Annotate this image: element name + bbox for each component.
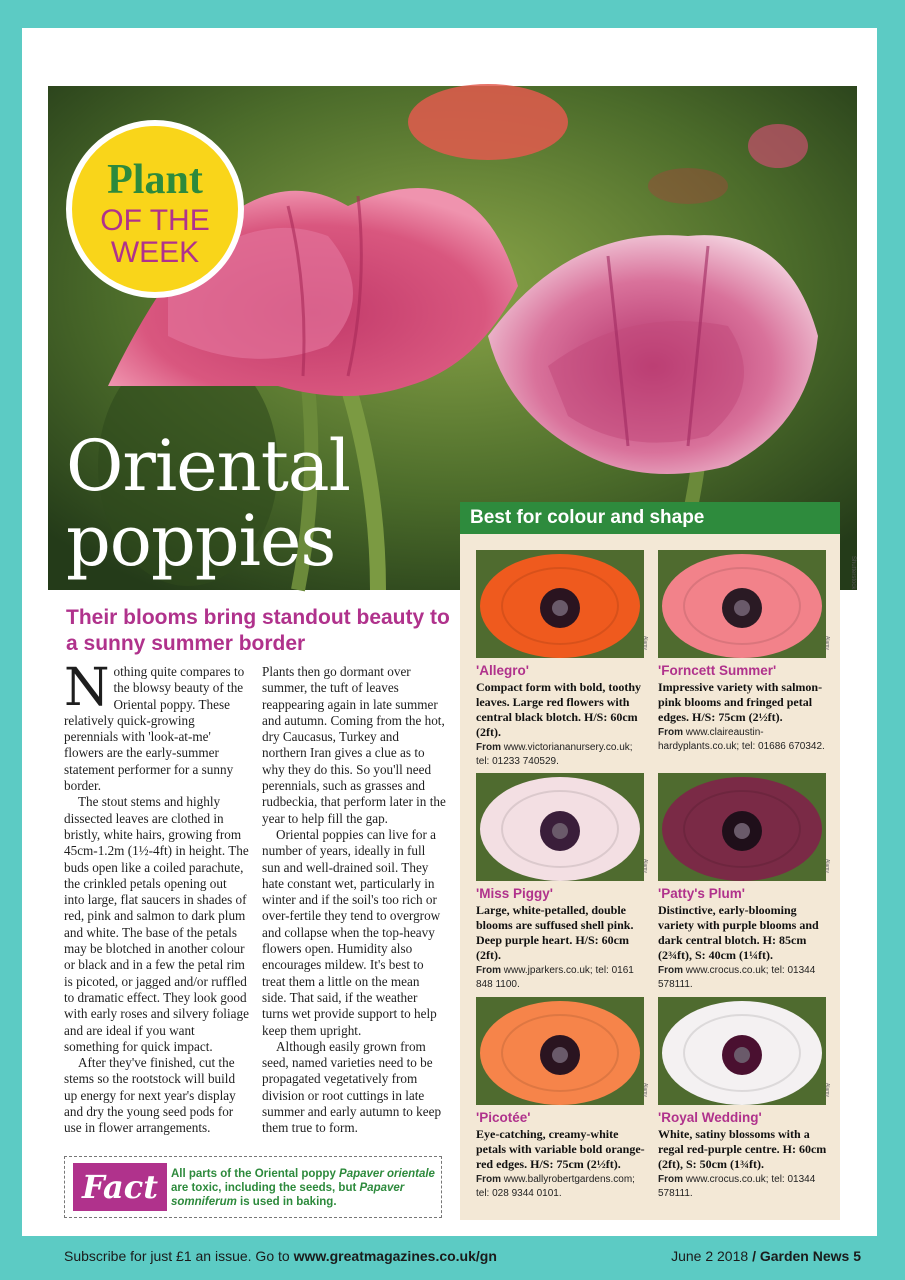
variety-photo xyxy=(658,997,831,1105)
variety-description: Large, white-petalled, double blooms are suffused shell pink. Deep purple heart. H/S: 60cm (2ft). From www.jparkers.co.uk; tel: 0161 848 1100. xyxy=(476,903,646,992)
variety-supplier: From www.crocus.co.uk; tel: 01344 578111. xyxy=(658,965,816,990)
page-title-line2: poppies xyxy=(66,500,336,582)
variety-name: 'Miss Piggy' xyxy=(476,886,553,901)
page-footer xyxy=(0,1236,905,1280)
subscribe-link[interactable]: www.greatmagazines.co.uk/gn xyxy=(293,1248,497,1264)
variety-description: Compact form with bold, toothy leaves. Large red flowers with central black blotch. H/S: 60cm (2ft). From www.victoriananursery.co.uk; tel: 01233 740529. xyxy=(476,680,646,769)
page-title-line1: Oriental xyxy=(66,425,350,507)
poppy-flower-image xyxy=(476,550,644,658)
fact-box xyxy=(64,1156,442,1218)
photo-credit: Alamy xyxy=(824,859,831,873)
poppy-flower-image xyxy=(476,773,644,881)
poppy-flower-image xyxy=(476,997,644,1105)
article-column-1 xyxy=(64,658,250,1137)
article-paragraph: Plants then go dormant over summer, the tuft of leaves reappearing again in late summer and autumn. Coming from the hot, dry Caucasus, Turkey and northern Iran gives a clue as to why they do this. So you'll need perennials, such as grasses and rudbeckia, that perform later in the year to help fill the gap. xyxy=(262,664,446,826)
article-subheading: Their blooms bring standout beauty to a sunny summer border xyxy=(66,606,450,655)
article-column-2 xyxy=(262,664,446,1137)
variety-description: Impressive variety with salmon-pink blooms and fringed petal edges. H/S: 75cm (2½ft). From www.claireaustin-hardyplants.co.uk; tel: 01686 670342. xyxy=(658,680,828,754)
poppy-flower-image xyxy=(658,550,826,658)
seed-pod xyxy=(734,1047,750,1063)
badge-line-week: WEEK xyxy=(110,236,200,269)
variety-name: 'Forncett Summer' xyxy=(658,663,777,678)
variety-description: Distinctive, early-blooming variety with purple blooms and dark central blotch. H: 85cm (2¾ft), S: 40cm (1¼ft). From www.crocus.co.uk; tel: 01344 578111. xyxy=(658,903,828,992)
variety-supplier: From www.claireaustin-hardyplants.co.uk; tel: 01686 670342. xyxy=(658,727,825,752)
seed-pod xyxy=(734,600,750,616)
page-frame-left xyxy=(0,0,22,1280)
poppy-flower-image xyxy=(658,773,826,881)
variety-name: 'Allegro' xyxy=(476,663,529,678)
variety-name: 'Royal Wedding' xyxy=(658,1110,762,1125)
seed-pod xyxy=(552,823,568,839)
variety-photo xyxy=(658,550,831,658)
variety-description: White, satiny blossoms with a regal red-purple centre. H: 60cm (2ft), S: 50cm (1¾ft). From www.crocus.co.uk; tel: 01344 578111. xyxy=(658,1127,827,1199)
plant-of-the-week-badge xyxy=(66,120,244,298)
poppy-flower-image xyxy=(658,997,826,1105)
subscribe-text: Subscribe for just £1 an issue. Go to www.greatmagazines.co.uk/gn xyxy=(64,1248,497,1264)
variety-photo xyxy=(658,773,831,881)
photo-credit: Alamy xyxy=(824,1083,831,1097)
variety-name: 'Patty's Plum' xyxy=(658,886,745,901)
variety-supplier: From www.victoriananursery.co.uk; tel: 01233 740529. xyxy=(476,742,633,767)
page-frame-top xyxy=(0,0,905,28)
photo-credit: Alamy xyxy=(642,1083,649,1097)
article-paragraph: Oriental poppies can live for a number of years, ideally in full sun and well-drained soil. They hate constant wet, particularly in winter and if the soil's too rich or over-fertile they tend to overgrow and collapse when the top-heavy flowers open. Humidity also encourages mildew. It's best to treat them a little on the mean side. That said, if the weather turns wet provide support to help keep them upright. xyxy=(262,826,441,1038)
photo-credit: Alamy xyxy=(642,859,649,873)
photo-credit: Alamy xyxy=(642,636,649,650)
hero-photo-credit: Shutterstock xyxy=(850,556,856,590)
issue-info: June 2 2018 / Garden News 5 xyxy=(671,1248,861,1264)
variety-supplier: From www.crocus.co.uk; tel: 01344 578111. xyxy=(658,1174,816,1199)
varieties-panel-header: Best for colour and shape xyxy=(460,502,840,534)
variety-photo xyxy=(476,997,649,1105)
article-paragraph: Nothing quite compares to the blowsy beauty of the Oriental poppy. These relatively quick-growing perennials with 'look-at-me' flowers are the early-summer statement performer for a sunny border. xyxy=(64,658,245,794)
variety-description: Eye-catching, creamy-white petals with variable bold orange-red edges. H/S: 75cm (2½ft). From www.ballyrobertgardens.com; tel: 028 9344 0101. xyxy=(476,1127,645,1199)
page-frame-right xyxy=(877,0,905,1280)
article-paragraph: After they've finished, cut the stems so the rootstock will build up energy for next year's display and dry the young seed pods for use in flower arrangements. xyxy=(64,1055,236,1136)
drop-cap: N xyxy=(64,658,110,718)
seed-pod xyxy=(552,1047,568,1063)
article-paragraph: The stout stems and highly dissected leaves are clothed in bristly, white hairs, growing from 45cm-1.2m (1½-4ft) in height. The buds open like a coiled parachute, the crinkled petals opening out into large, flat saucers in shades of red, pink and salmon to dark plum and white. The base of the petals may be blotched in another colour or black and in a few the petal rim is picoted, or jagged and/or ruffled to dramatic effect. They look good with early roses and silvery foliage and are ideal if you want something for quick impact. xyxy=(64,794,249,1054)
fact-label: Fact xyxy=(73,1163,167,1211)
variety-supplier: From www.jparkers.co.uk; tel: 0161 848 1100. xyxy=(476,965,634,990)
seed-pod xyxy=(734,823,750,839)
fact-text: All parts of the Oriental poppy Papaver orientale are toxic, including the seeds, but Papaver somniferum is used in baking. xyxy=(171,1168,435,1208)
variety-photo xyxy=(476,550,649,658)
seed-pod xyxy=(552,600,568,616)
variety-photo xyxy=(476,773,649,881)
article-paragraph: Although easily grown from seed, named varieties need to be propagated vegetatively from division or root cuttings in late summer and early autumn to keep them true to form. xyxy=(262,1038,442,1136)
variety-supplier: From www.ballyrobertgardens.com; tel: 028 9344 0101. xyxy=(476,1174,635,1199)
badge-line-of-the: OF THE xyxy=(100,204,210,237)
photo-credit: Alamy xyxy=(824,636,831,650)
badge-line-plant: Plant xyxy=(107,157,203,203)
variety-name: 'Picotée' xyxy=(476,1110,531,1125)
